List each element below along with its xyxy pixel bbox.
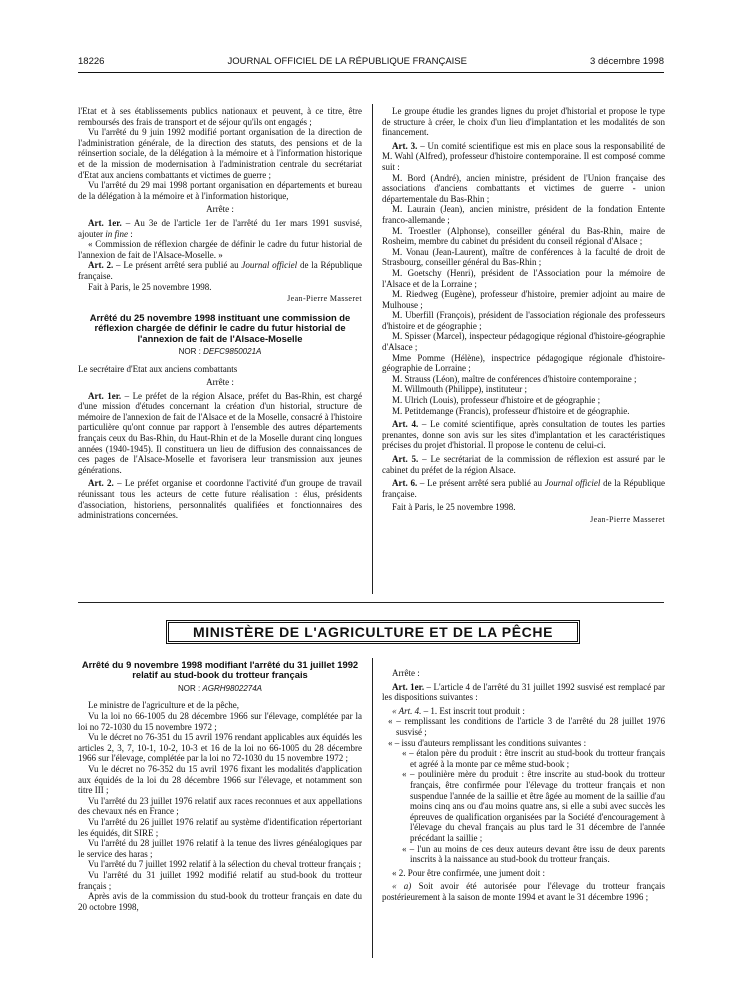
journal-name: Journal officiel <box>544 478 601 489</box>
nor-code: DEFC9850021A <box>203 346 262 356</box>
article-text: – Le comité scientifique, après consultation de toutes les parties prenantes, donne son avis sur les sites d'implantation et les caractéristiques précises du projet d'historial. Il propose le contenu de celui-ci. <box>382 419 665 451</box>
nor-code: AGRH9802274A <box>202 683 263 693</box>
paragraph <box>382 881 665 902</box>
article-text: – Le présent arrêté sera publié au <box>417 478 545 489</box>
section-rule <box>78 602 664 603</box>
member: M. Riedweg (Eugène), professeur d'histoire, premier adjoint au maire de Mulhouse ; <box>382 289 665 310</box>
member: M. Strauss (Léon), maître de conférences d'histoire contemporaine ; <box>392 373 637 384</box>
member: M. Petitdemange (Francis), professeur d'histoire et de géographie. <box>392 405 630 416</box>
paragraph: Après avis de la commission du stud-book du trotteur français en date du 20 octobre 1998, <box>78 891 362 912</box>
paragraph: Vu l'arrêté du 31 juillet 1992 modifié relatif au stud-book du trotteur français ; <box>78 869 362 891</box>
article-text: – Au 3e de l'article 1er de l'arrêté du 1er mars 1991 susvisé, ajouter <box>78 217 362 239</box>
signature: Jean-Pierre Masseret <box>590 514 665 524</box>
journal-title: JOURNAL OFFICIEL DE LA RÉPUBLIQUE FRANÇAISE <box>227 56 467 67</box>
arrete-heading: Arrête : <box>206 204 234 215</box>
ministry-heading: MINISTÈRE DE L'AGRICULTURE ET DE LA PÊCHE <box>166 620 580 644</box>
column-right-bottom <box>382 668 665 902</box>
column-left-top <box>78 106 362 521</box>
article-6 <box>382 478 665 499</box>
signature: Jean-Pierre Masseret <box>287 294 362 304</box>
member: Mme Pomme (Hélène), inspectrice pédagogique régionale d'histoire-géographie de Lorraine ; <box>382 352 665 374</box>
list-item: « – remplissant les conditions de l'article 3 de l'arrêté du 28 juillet 1976 susvisé ; <box>388 716 665 737</box>
article-text-end: de la République française. <box>382 478 665 499</box>
article-label: Art. 1er. <box>392 681 425 692</box>
header-rule <box>78 72 664 73</box>
paragraph: « 2. Pour être confirmée, une jument doit : <box>392 867 545 878</box>
article-text: – Le préfet de la région Alsace, préfet du Bas-Rhin, est chargé d'une mission d'études concernant la création d'un historial, structure de mémoire de l'annexion de fait de l'Alsace et de la Moselle, consacré à l'histoire particulière qu'ont connue par rapport à l'ensemble des autres départements français ceux du Bas-Rhin, du Haut-Rhin et de la Moselle durant cinq longues années (1940-1945). Il constituera un lieu de diffusion des connaissances de ces pages de l'Alsace-Moselle et favorisera leur transmission aux jeunes générations. <box>78 390 362 475</box>
sub-list-item: « – l'un au moins de ces deux auteurs devant être issu de deux parents inscrits à la naissance au stud-book du trotteur français. <box>402 843 665 865</box>
article-label: « Art. 4. <box>392 705 422 716</box>
paragraph: Vu l'arrêté du 26 juillet 1976 relatif au système d'identification répertoriant les équidés, dit SIRE ; <box>78 816 362 838</box>
decree-title: Arrêté du 9 novembre 1998 modifiant l'arrêté du 31 juillet 1992 relatif au stud-book du trotteur français <box>81 659 359 681</box>
article-label: Art. 1er. <box>88 217 122 228</box>
article-2 <box>78 260 362 281</box>
arrete-heading: Arrête : <box>206 377 234 388</box>
article-text: – Un comité scientifique est mis en place sous la responsabilité de M. Wahl (Alfred), professeur d'histoire contemporaine. Il est composé comme suit : <box>382 140 665 172</box>
paragraph: Vu le décret no 76-352 du 15 avril 1976 fixant les modalités d'application aux équidés de la loi du 28 décembre 1966 sur l'élevage, et notamment son titre III ; <box>78 763 362 796</box>
article-1 <box>78 391 362 476</box>
article-1 <box>78 218 362 239</box>
intro: Le secrétaire d'Etat aux anciens combattants <box>78 363 238 374</box>
article-4-amended <box>382 706 665 717</box>
journal-name: Journal officiel <box>241 260 298 271</box>
paragraph: Vu le décret no 76-351 du 15 avril 1976 rendant applicables aux équidés les articles 2, 3, 7, 10-1, 10-2, 10-3 et 16 de la loi no 66-1005 du 28 décembre 1966 sur l'élevage, complétée par la loi no 72-1030 du 15 novembre 1972 ; <box>78 732 362 764</box>
column-left-bottom <box>78 660 362 912</box>
article-label: Art. 5. <box>392 454 419 464</box>
member: M. Troestler (Alphonse), conseiller général du Bas-Rhin, maire de Rosheim, membre du cabinet du président du conseil régional d'Alsace ; <box>382 225 665 247</box>
article-text-end: : <box>128 228 133 239</box>
nor-reference <box>78 347 362 358</box>
paragraph: Vu l'arrêté du 9 juin 1992 modifié portant organisation de la direction de l'administration générale, de la direction des statuts, des pensions et de la réinsertion sociale, de la délégation à la mémoire et à l'information historique et de la mission de modernisation à l'administration centrale du secrétariat d'Etat aux anciens combattants et victimes de guerre ; <box>78 127 362 180</box>
paragraph: Vu l'arrêté du 29 mai 1998 portant organisation en départements et bureau de la délégation à la mémoire et à l'information historique, <box>78 180 362 201</box>
member: M. Willmouth (Philippe), instituteur ; <box>392 384 527 395</box>
article-text: – Le préfet organise et coordonne l'activité d'un groupe de travail réunissant tous les acteurs de cette future réalisation : élus, présidents d'association, historiens, personnalités qualifiées et fonctionnaires des administrations concernées. <box>78 478 362 521</box>
quote: « Commission de réflexion chargée de définir le cadre du futur historial de l'annexion de fait de l'Alsace-Moselle. » <box>78 239 362 260</box>
latin-term: in fine <box>105 228 128 239</box>
article-text: – L'article 4 de l'arrêté du 31 juillet 1992 susvisé est remplacé par les dispositions suivantes : <box>382 681 666 703</box>
paragraph: Vu l'arrêté du 7 juillet 1992 relatif à la sélection du cheval trotteur français ; <box>88 859 361 870</box>
issue-date: 3 décembre 1998 <box>590 56 664 67</box>
nor-label: NOR : <box>178 346 204 356</box>
paragraph: Le groupe étudie les grandes lignes du projet d'historial et propose le type de structure à créer, le choix d'un lieu d'implantation et les modalités de son financement. <box>382 106 665 138</box>
decree-title: Arrêté du 25 novembre 1998 instituant une commission de réflexion chargée de définir le cadre du futur historial de l'annexion de fait de l'Alsace-Moselle <box>89 311 351 344</box>
member: M. Spisser (Marcel), inspecteur pédagogique régional d'histoire-géographie d'Alsace ; <box>382 331 665 353</box>
sub-list-item: « – poulinière mère du produit : être inscrite au stud-book du trotteur français, être confirmée pour l'élevage du trotteur français et non suspendue l'année de la saillie et être âgée au moment de la saillie d'au moins cinq ans ou d'au moins quatre ans, si elle a subi avec succès les épreuves de qualification organisées par la Société d'encouragement à l'élevage du cheval français au plus tard le 31 décembre de l'année précédant la saillie ; <box>402 769 665 843</box>
item-label: « a) <box>392 881 412 892</box>
article-4 <box>382 419 665 451</box>
member: M. Vonau (Jean-Laurent), maître de conférences à la faculté de droit de Strasbourg, conseiller général du Bas-Rhin ; <box>382 246 665 268</box>
column-right-top <box>382 106 665 530</box>
article-label: Art. 1er. <box>88 390 122 401</box>
article-3 <box>382 141 665 173</box>
done-at: Fait à Paris, le 25 novembre 1998. <box>392 502 516 513</box>
page-number: 18226 <box>78 56 105 67</box>
nor-label: NOR : <box>177 683 203 693</box>
column-divider <box>372 658 373 958</box>
article-label: Art. 2. <box>88 260 114 271</box>
running-header <box>78 56 664 70</box>
article-text: – 1. Est inscrit tout produit : <box>421 705 525 716</box>
item-text: Soit avoir été autorisée pour l'élevage du trotteur français postérieurement à la saison de monte 1994 et avant le 31 décembre 1996 ; <box>382 881 665 902</box>
article-label: Art. 2. <box>88 478 114 489</box>
paragraph: l'Etat et à ses établissements publics nationaux et peuvent, à ce titre, être remboursés des frais de transport et de séjour qu'ils ont engagés ; <box>78 106 362 127</box>
list-item: « – issu d'auteurs remplissant les conditions suivantes : <box>388 737 587 748</box>
article-text-end: de la République française. <box>78 260 362 281</box>
paragraph: Vu l'arrêté du 23 juillet 1976 relatif aux races reconnues et aux appellations des chevaux nés en France ; <box>78 795 362 817</box>
member: M. Goetschy (Henri), président de l'Association pour la mémoire de l'Alsace et de la Lorraine ; <box>382 267 665 289</box>
article-2 <box>78 478 362 520</box>
done-at: Fait à Paris, le 25 novembre 1998. <box>88 281 212 292</box>
article-5 <box>382 454 665 475</box>
member: M. Ulrich (Louis), professeur d'histoire et de géographie ; <box>392 395 601 406</box>
arrete-heading: Arrête : <box>392 668 420 678</box>
column-divider <box>372 104 373 594</box>
paragraph: Vu l'arrêté du 28 juillet 1976 relatif à la tenue des livres généalogiques par le service des haras ; <box>78 838 362 859</box>
paragraph: Vu la loi no 66-1005 du 28 décembre 1966 sur l'élevage, complétée par la loi no 72-1030 du 15 novembre 1972 ; <box>78 711 362 732</box>
sub-list-item: « – étalon père du produit : être inscrit au stud-book du trotteur français et agréé à la monte par ce même stud-book ; <box>402 748 665 769</box>
article-label: Art. 4. <box>392 419 419 430</box>
member: M. Laurain (Jean), ancien ministre, président de la fondation Entente franco-allemande ; <box>382 204 665 225</box>
nor-reference <box>78 684 362 695</box>
article-label: Art. 3. <box>392 140 418 151</box>
article-text: – Le secrétariat de la commission de réflexion est assuré par le cabinet du préfet de la région Alsace. <box>382 454 665 475</box>
member: M. Uberfill (François), président de l'association régionale des professeurs d'histoire et de géographie ; <box>382 310 665 331</box>
article-text: – Le présent arrêté sera publié au <box>113 260 242 271</box>
paragraph: Le ministre de l'agriculture et de la pêche, <box>88 700 240 711</box>
article-label: Art. 6. <box>392 478 418 489</box>
member: M. Bord (André), ancien ministre, président de l'Union française des associations d'anciens combattants et victimes de guerre - union départementale du Bas-Rhin ; <box>382 172 665 204</box>
article-1 <box>382 682 665 703</box>
